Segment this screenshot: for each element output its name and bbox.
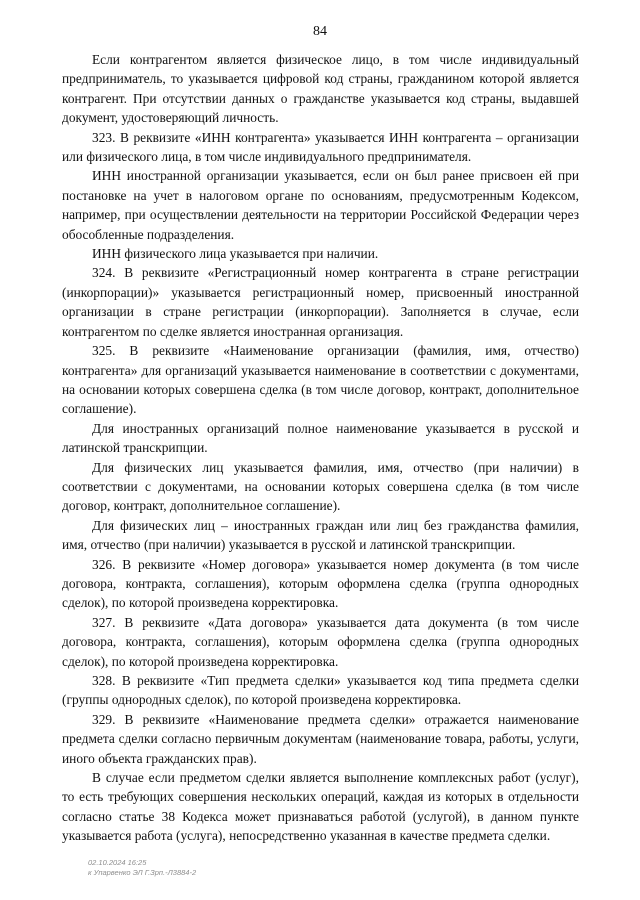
paragraph: 327. В реквизите «Дата договора» указывается дата документа (в том числе договора, контракта, соглашения), которым оформлена сделка (группа однородных сделок), по которой произведена корректировка. (62, 614, 579, 669)
paragraph: Если контрагентом является физическое лицо, в том числе индивидуальный предприниматель, то указывается цифровой код страны, гражданином которой является контрагент. При отсутствии данных о гражданстве указывается код страны, выдавшей документ, удостоверяющий личность. (62, 52, 579, 126)
paragraph: Для иностранных организаций полное наименование указывается в русской и латинской транскрипции. (62, 420, 579, 456)
paragraph: Для физических лиц указывается фамилия, имя, отчество (при наличии) в соответствии с документами, на основании которых совершена сделка (в том числе договор, контракт, дополнительное соглашение). (62, 459, 579, 514)
paragraph: Для физических лиц – иностранных граждан или лиц без гражданства фамилия, имя, отчество (при наличии) указывается в русской и латинской транскрипции. (62, 517, 579, 553)
paragraph: ИНН физического лица указывается при наличии. (92, 246, 379, 262)
document-body (62, 50, 579, 846)
paragraph: 324. В реквизите «Регистрационный номер контрагента в стране регистрации (инкорпорации)» указывается регистрационный номер, присвоенный иностранной организации в стране регистрации (инкорпорации). Заполняется в случае, если контрагентом по сделке является иностранная организация. (62, 265, 579, 339)
page-number: 84 (313, 24, 327, 39)
paragraph: 328. В реквизите «Тип предмета сделки» указывается код типа предмета сделки (группы однородных сделок), по которой произведена корректировка. (62, 673, 579, 708)
paragraph: 326. В реквизите «Номер договора» указывается номер документа (в том числе договора, контракта, соглашения), которым оформлена сделка (группа однородных сделок), по которой произведена корректировка. (62, 556, 579, 611)
footer-file-reference: к Упарвенко ЭЛ Г.Зрп.-Л3884-2 (88, 868, 197, 877)
paragraph: ИНН иностранной организации указывается, если он был ранее присвоен ей при постановке на учет в налоговом органе по основаниям, предусмотренным Кодексом, например, при осуществлении деятельности на территории Российской Федерации через обособленные подразделения. (62, 168, 579, 242)
footer-timestamp: 02.10.2024 16:25 (88, 858, 147, 867)
paragraph: 325. В реквизите «Наименование организации (фамилия, имя, отчество) контрагента» для организаций указывается наименование в соответствии с документами, на основании которых совершена сделка (в том числе договор, контракт, дополнительное соглашение). (62, 343, 579, 417)
paragraph: 323. В реквизите «ИНН контрагента» указывается ИНН контрагента – организации или физического лица, в том числе индивидуального предпринимателя. (62, 129, 579, 165)
footer-stamp (88, 858, 196, 878)
paragraph: 329. В реквизите «Наименование предмета сделки» отражается наименование предмета сделки согласно первичным документам (наименование товара, работы, услуги, иного объекта гражданских прав). (62, 711, 579, 766)
paragraph: В случае если предметом сделки является выполнение комплексных работ (услуг), то есть требующих совершения нескольких операций, каждая из которых в отдельности согласно статье 38 Кодекса может признаваться работой (услугой), в данном пункте указывается работа (услуга), непосредственно указанная в качестве предмета сделки. (62, 770, 579, 844)
